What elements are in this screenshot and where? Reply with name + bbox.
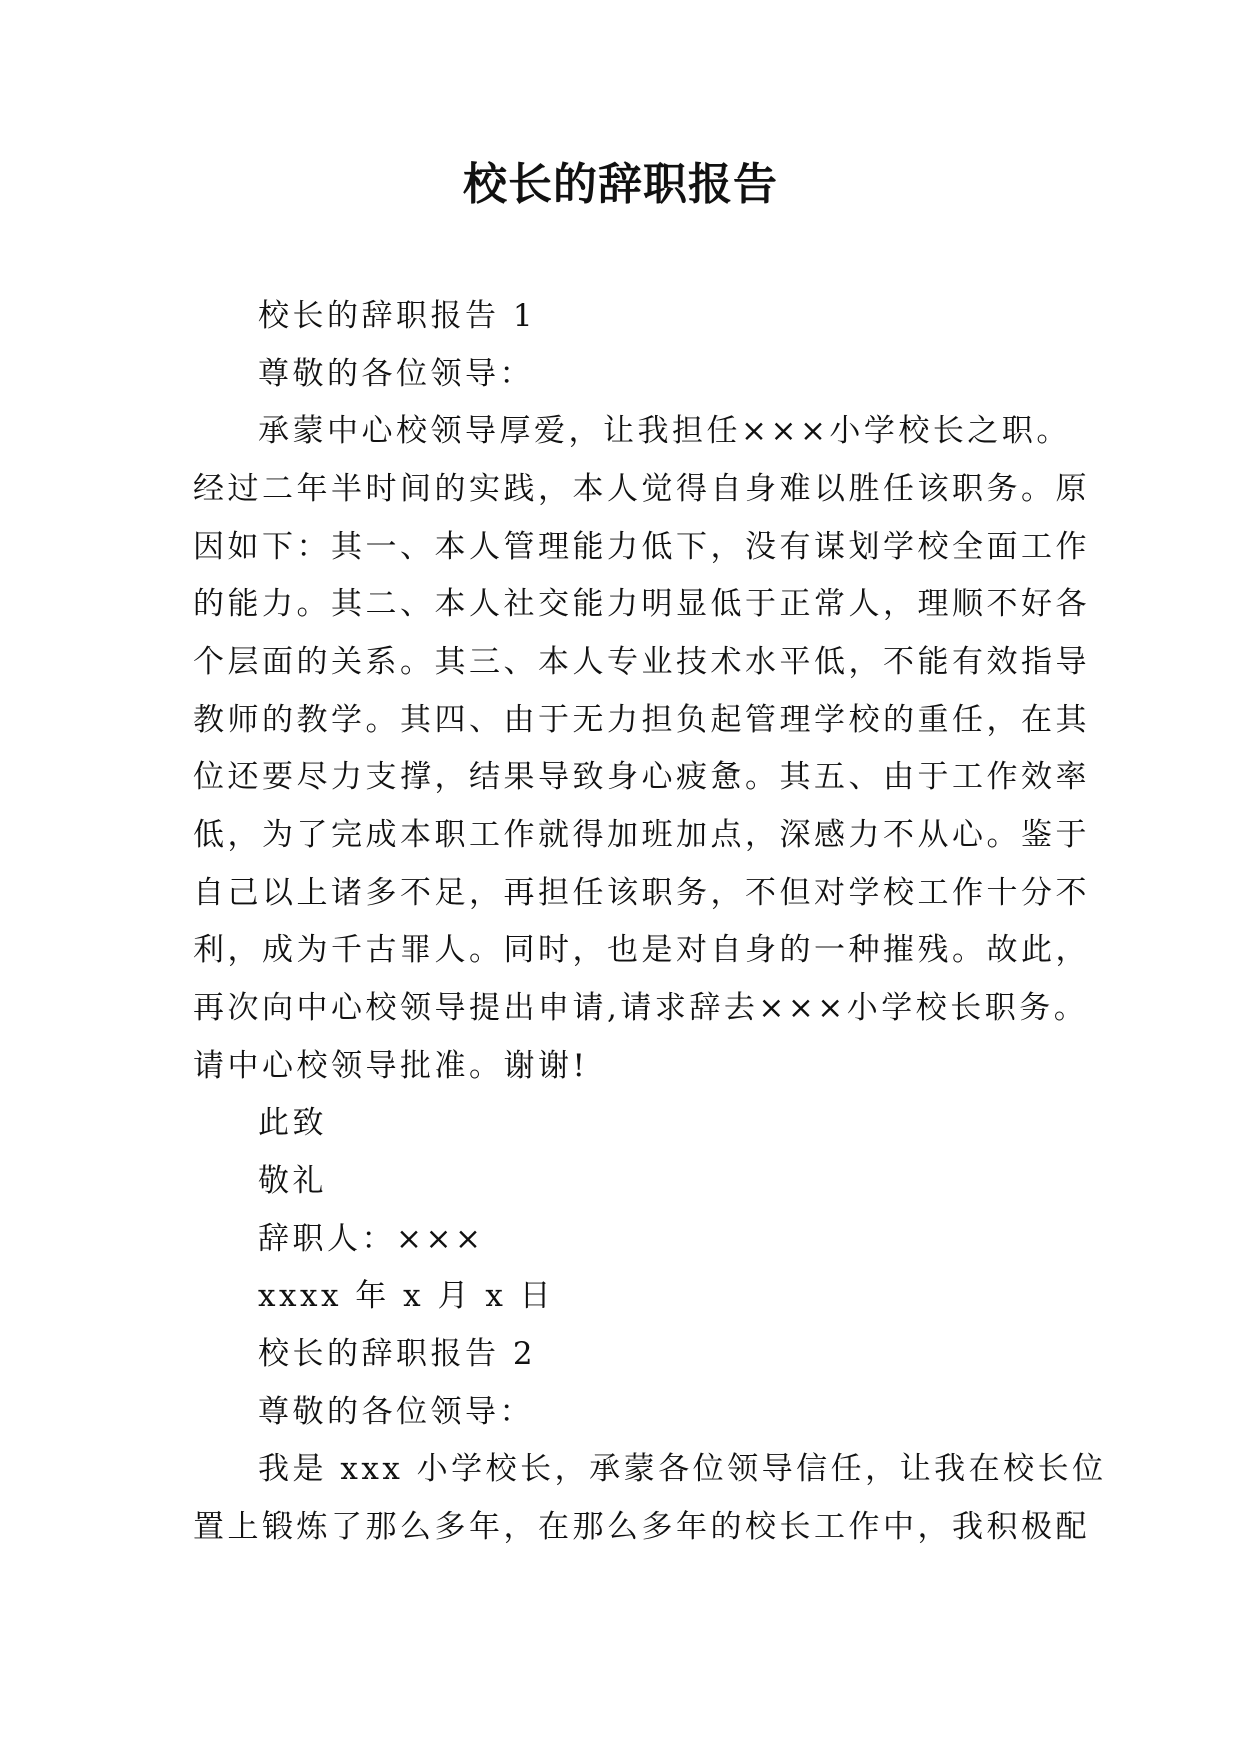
paragraph-line: 我是 xxx 小学校长，承蒙各位领导信任，让我在校长位 [258, 1451, 1107, 1487]
paragraph-line: 自己以上诸多不足，再担任该职务，不但对学校工作十分不 [193, 875, 1090, 911]
salutation-2: 尊敬的各位领导： [258, 1394, 534, 1430]
paragraph-line: 利，成为千古罪人。同时，也是对自身的一种摧残。故此， [193, 932, 1090, 968]
document-title: 校长的辞职报告 [463, 159, 778, 210]
signature-line: 辞职人：××× [258, 1221, 485, 1257]
paragraph-line: 因如下：其一、本人管理能力低下，没有谋划学校全面工作 [193, 529, 1090, 565]
paragraph-line: 的能力。其二、本人社交能力明显低于正常人，理顺不好各 [193, 586, 1090, 622]
paragraph-line: 再次向中心校领导提出申请,请求辞去×××小学校长职务。 [193, 990, 1089, 1026]
paragraph-line: 低，为了完成本职工作就得加班加点，深感力不从心。鉴于 [193, 817, 1090, 853]
section-heading-1: 校长的辞职报告 1 [258, 298, 537, 334]
closing-line: 敬礼 [258, 1163, 327, 1199]
paragraph-line: 置上锻炼了那么多年，在那么多年的校长工作中，我积极配 [193, 1509, 1090, 1545]
paragraph-line: 请中心校领导批准。谢谢! [193, 1048, 589, 1084]
closing-line: 此致 [258, 1105, 327, 1141]
paragraph-line: 位还要尽力支撑，结果导致身心疲惫。其五、由于工作效率 [193, 759, 1090, 795]
date-line: xxxx 年 x 月 x 日 [258, 1278, 555, 1314]
section-heading-2: 校长的辞职报告 2 [258, 1336, 537, 1372]
paragraph-line: 个层面的关系。其三、本人专业技术水平低，不能有效指导 [193, 644, 1090, 680]
paragraph-line: 教师的教学。其四、由于无力担负起管理学校的重任，在其 [193, 702, 1090, 738]
salutation-1: 尊敬的各位领导： [258, 356, 534, 392]
paragraph-line: 承蒙中心校领导厚爱，让我担任×××小学校长之职。 [258, 413, 1071, 449]
paragraph-line: 经过二年半时间的实践，本人觉得自身难以胜任该职务。原 [193, 471, 1090, 507]
